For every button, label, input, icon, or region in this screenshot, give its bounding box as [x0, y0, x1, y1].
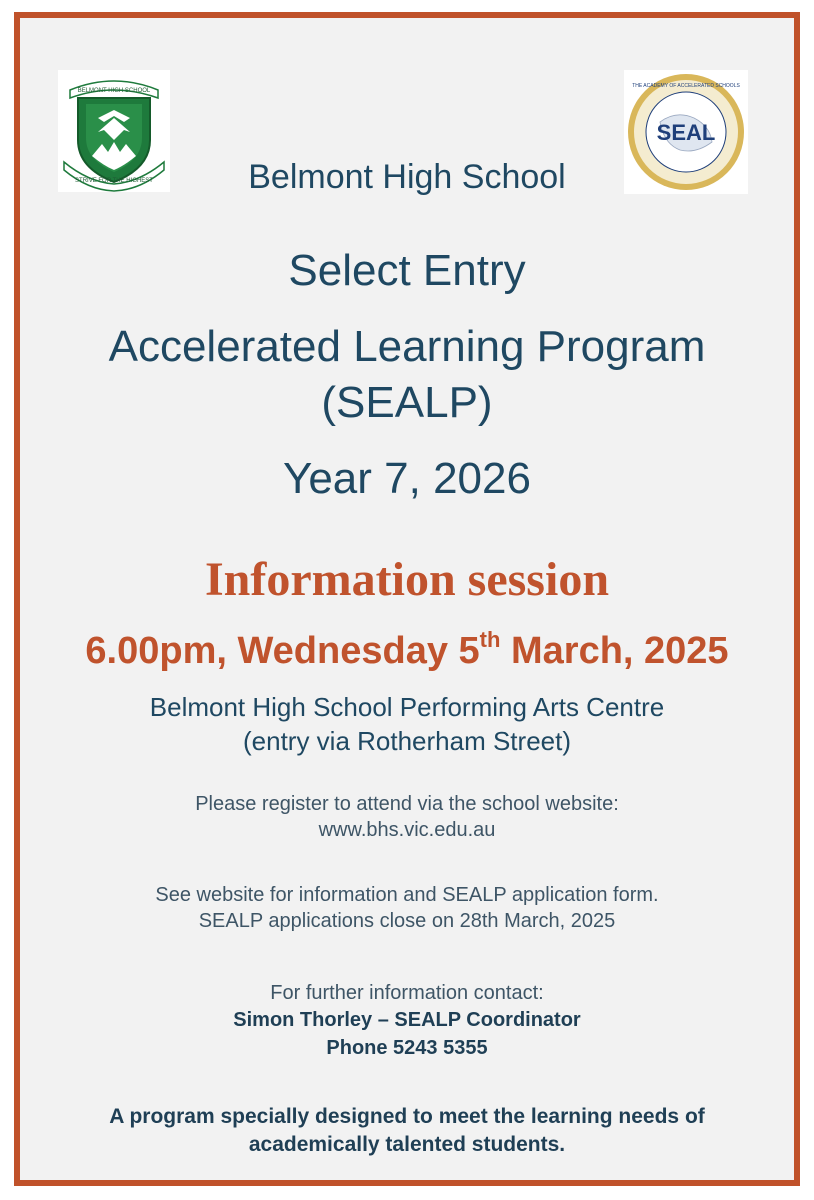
school-name: Belmont High School: [248, 158, 566, 196]
application-info: See website for information and SEALP application form.: [155, 884, 659, 906]
program-year: Year 7, 2026: [283, 454, 531, 503]
venue-entry: (entry via Rotherham Street): [242, 726, 571, 756]
event-date-time: [20, 627, 794, 673]
application-deadline: SEALP applications close on 28th March, 2025: [198, 910, 616, 932]
contact-name: Simon Thorley – SEALP Coordinator: [233, 1009, 581, 1031]
venue-name: Belmont High School Performing Arts Centre: [149, 692, 665, 722]
crest-top-text: BELMONT HIGH SCHOOL: [77, 88, 151, 94]
information-session-heading: Information session: [204, 553, 610, 606]
event-date-prefix: 6.00pm, Wednesday 5: [85, 630, 480, 672]
contact-phone: Phone 5243 5355: [326, 1037, 488, 1059]
program-title-line2: Accelerated Learning Program: [108, 322, 706, 371]
program-description-line2: academically talented students.: [248, 1133, 566, 1156]
seal-logo-text: SEAL: [656, 120, 716, 145]
event-date-ordinal: th: [479, 627, 501, 652]
crest-motto-text: STRIVE FOR THE HIGHEST: [75, 178, 153, 184]
program-description-line1: A program specially designed to meet the learning needs of: [109, 1105, 705, 1128]
event-date-rest: March, 2025: [500, 630, 729, 672]
flyer: [14, 12, 800, 1186]
program-title-line3: (SEALP): [321, 378, 493, 427]
school-website: www.bhs.vic.edu.au: [318, 819, 496, 841]
program-title-line1: Select Entry: [288, 246, 526, 295]
seal-ring-text: THE ACADEMY OF ACCELERATED SCHOOLS: [632, 83, 740, 89]
contact-intro: For further information contact:: [270, 982, 544, 1004]
registration-instructions: Please register to attend via the school website:: [195, 793, 619, 815]
